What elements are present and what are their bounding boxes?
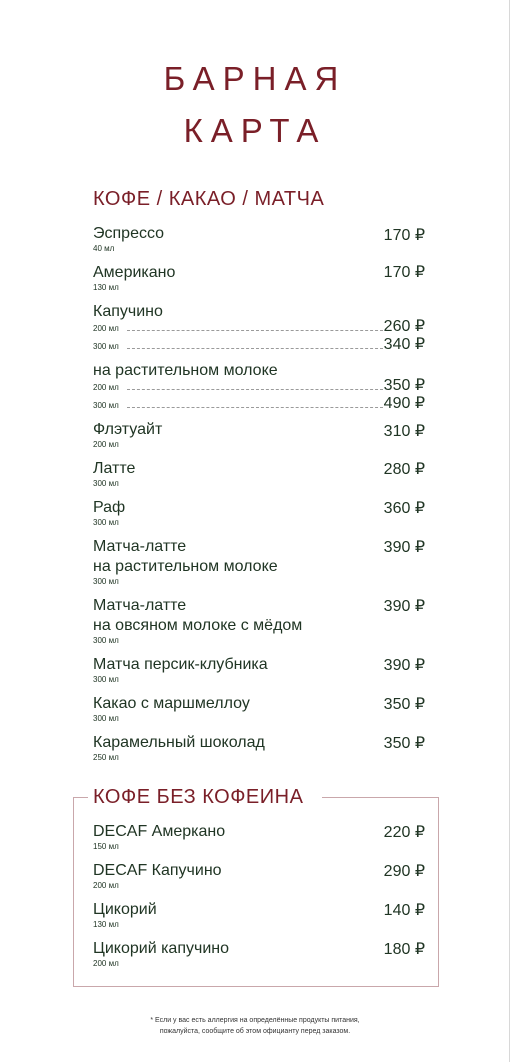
menu-item-flat-white — [93, 420, 425, 450]
item-volume: 300 мл — [93, 577, 119, 586]
menu-item-decaf-americano — [93, 822, 425, 852]
item-price: 170 ₽ — [383, 227, 425, 244]
item-price: 390 ₽ — [383, 657, 425, 674]
item-name: Цикорий капучино — [93, 940, 229, 957]
item-volume: 300 мл — [93, 675, 119, 684]
item-volume: 200 мл — [93, 383, 119, 392]
menu-item-chicory-cappuccino — [93, 939, 425, 969]
dotted-leader — [127, 348, 383, 349]
item-name: Матча-латте — [93, 538, 187, 555]
item-name: Матча персик-клубника — [93, 656, 268, 673]
item-price: 180 ₽ — [383, 941, 425, 958]
item-name-line2: на растительном молоке — [93, 558, 278, 575]
item-price: 490 ₽ — [383, 395, 425, 412]
menu-item-matcha-peach — [93, 655, 425, 685]
menu-title-line2: КАРТА — [183, 112, 327, 149]
dotted-leader — [127, 389, 383, 390]
item-price: 170 ₽ — [383, 264, 425, 281]
item-name: на растительном молоке — [93, 362, 278, 379]
menu-item-raf — [93, 498, 425, 528]
item-price: 360 ₽ — [383, 500, 425, 517]
section-title-coffee: КОФЕ / КАКАО / МАТЧА — [93, 188, 325, 210]
item-price: 310 ₽ — [383, 423, 425, 440]
menu-item-matcha-oat — [93, 596, 425, 646]
item-volume: 300 мл — [93, 342, 119, 351]
item-name: Американо — [93, 264, 176, 281]
item-price: 290 ₽ — [383, 863, 425, 880]
item-name: Капучино — [93, 303, 163, 320]
item-price: 220 ₽ — [383, 824, 425, 841]
item-name-line2: на овсяном молоке с мёдом — [93, 617, 303, 634]
item-price: 350 ₽ — [383, 696, 425, 713]
item-price: 350 ₽ — [383, 377, 425, 394]
menu-item-cappuccino — [93, 302, 425, 352]
item-name: Карамельный шоколад — [93, 734, 265, 751]
dotted-leader — [127, 330, 383, 331]
item-name: Латте — [93, 460, 136, 477]
menu-item-plant-milk — [93, 361, 425, 411]
item-volume: 200 мл — [93, 959, 119, 968]
item-volume: 200 мл — [93, 881, 119, 890]
item-volume: 130 мл — [93, 283, 119, 292]
menu-item-matcha-plant — [93, 537, 425, 587]
size-row — [93, 377, 425, 395]
item-volume: 40 мл — [93, 244, 115, 253]
size-row — [93, 318, 425, 336]
item-price: 390 ₽ — [383, 539, 425, 556]
size-row — [93, 395, 425, 413]
item-name: Матча-латте — [93, 597, 187, 614]
menu-item-caramel-chocolate — [93, 733, 425, 763]
item-volume: 200 мл — [93, 440, 119, 449]
item-volume: 300 мл — [93, 401, 119, 410]
item-price: 340 ₽ — [383, 336, 425, 353]
item-name: DECAF Амеркано — [93, 823, 226, 840]
size-row — [93, 336, 425, 354]
menu-item-latte — [93, 459, 425, 489]
item-volume: 250 мл — [93, 753, 119, 762]
dotted-leader — [127, 407, 383, 408]
section-title-decaf: КОФЕ БЕЗ КОФЕИНА — [93, 786, 304, 808]
item-name: Флэтуайт — [93, 421, 163, 438]
item-name: DECAF Капучино — [93, 862, 222, 879]
item-volume: 300 мл — [93, 636, 119, 645]
menu-item-espresso — [93, 224, 425, 254]
menu-title-line1: БАРНАЯ — [163, 60, 347, 97]
item-name: Раф — [93, 499, 126, 516]
item-volume: 200 мл — [93, 324, 119, 333]
item-price: 390 ₽ — [383, 598, 425, 615]
item-volume: 130 мл — [93, 920, 119, 929]
allergy-footnote-line2: пожалуйста, сообщите об этом официанту перед заказом. — [159, 1028, 351, 1035]
item-price: 350 ₽ — [383, 735, 425, 752]
item-price: 280 ₽ — [383, 461, 425, 478]
item-volume: 300 мл — [93, 518, 119, 527]
menu-item-decaf-cappuccino — [93, 861, 425, 891]
menu-item-chicory — [93, 900, 425, 930]
item-name: Какао с маршмеллоу — [93, 695, 250, 712]
allergy-footnote-line1: * Если у вас есть аллергия на определённые продукты питания, — [150, 1017, 360, 1024]
item-name: Эспрессо — [93, 225, 165, 242]
item-volume: 300 мл — [93, 714, 119, 723]
item-volume: 150 мл — [93, 842, 119, 851]
item-name: Цикорий — [93, 901, 157, 918]
menu-item-cocoa — [93, 694, 425, 724]
menu-item-americano — [93, 263, 425, 293]
item-volume: 300 мл — [93, 479, 119, 488]
item-price: 260 ₽ — [383, 318, 425, 335]
item-price: 140 ₽ — [383, 902, 425, 919]
